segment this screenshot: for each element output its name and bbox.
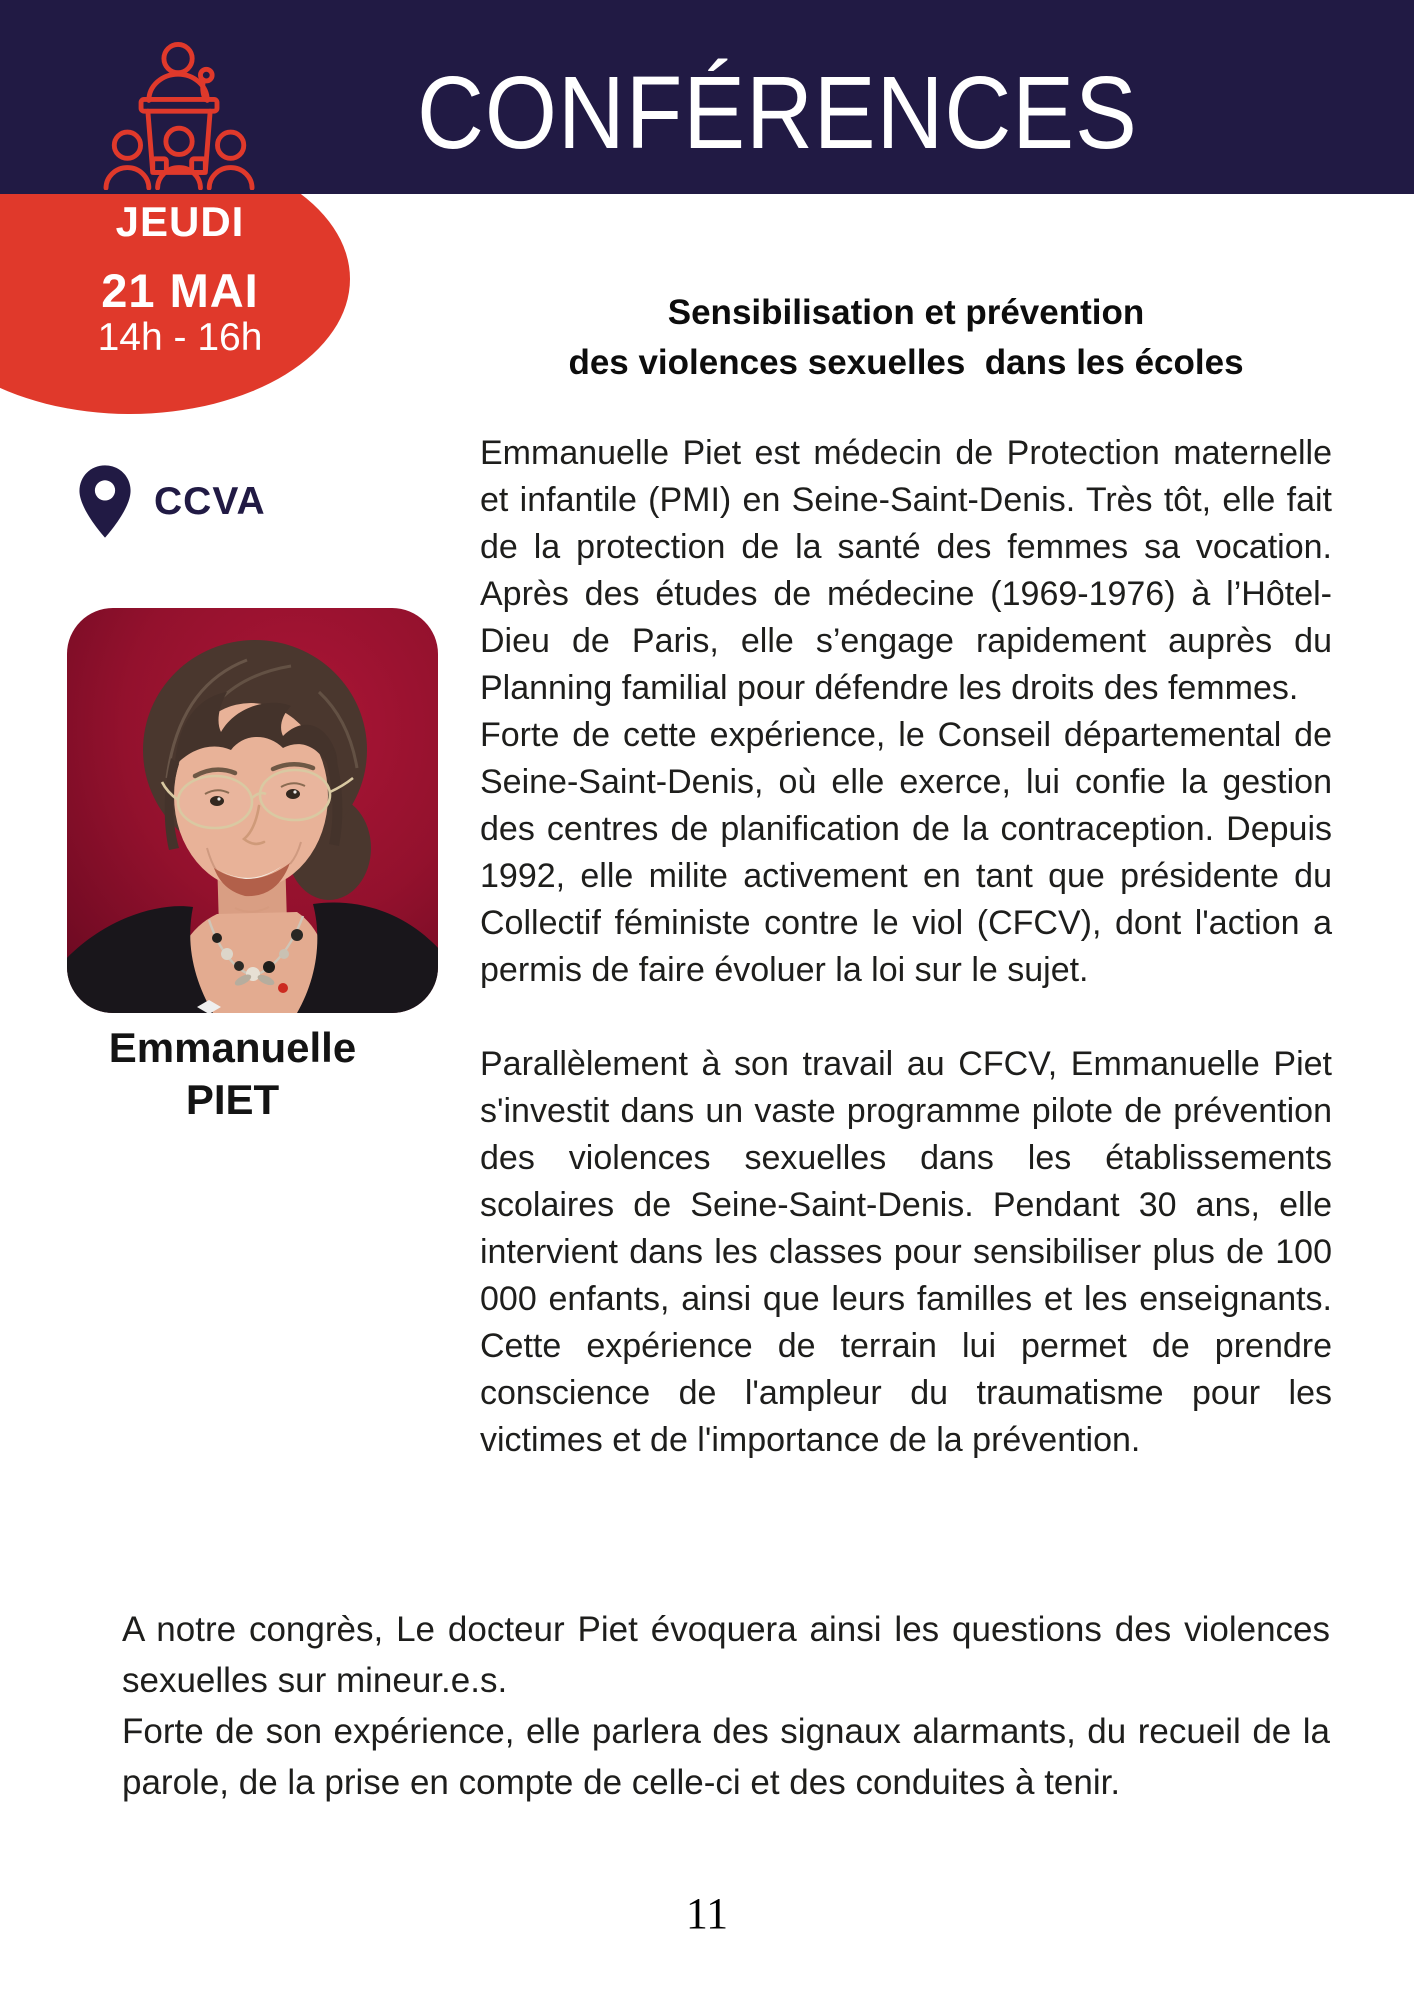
page-number: 11 xyxy=(685,1889,729,1938)
talk-title xyxy=(480,288,1332,388)
talk-title-line1: Sensibilisation et prévention xyxy=(667,293,1145,332)
bio-paragraph: Emmanuelle Piet est médecin de Protection maternelle et infantile (PMI) en Seine-Saint-Denis. Très tôt, elle fait de la protection de la santé des femmes sa vocation. Après des études de médecine (1969-1976) à l’Hôtel-Dieu de Paris, elle s’engage rapidement auprès du Planning familial pour défendre les droits des femmes. xyxy=(480,434,1332,707)
date-badge-text xyxy=(60,200,300,359)
location xyxy=(78,464,266,540)
event-date: 21 MAI xyxy=(101,264,259,317)
speaker-first-name: Emmanuelle xyxy=(108,1024,357,1071)
closing-text xyxy=(122,1604,1330,1808)
page-header xyxy=(0,0,1414,194)
speaker-photo xyxy=(67,608,438,1013)
closing-paragraph: A notre congrès, Le docteur Piet évoquera ainsi les questions des violences sexuelles sur mineur.e.s. xyxy=(122,1610,1330,1700)
speaker-biography xyxy=(480,430,1332,1464)
event-day: JEUDI xyxy=(115,198,245,245)
talk-title-line2: des violences sexuelles dans les écoles xyxy=(568,343,1244,382)
speaker-name xyxy=(47,1022,418,1126)
event-time: 14h - 16h xyxy=(97,316,263,359)
bio-paragraph: Parallèlement à son travail au CFCV, Emmanuelle Piet s'investit dans un vaste programme pilote de prévention des violences sexuelles dans les établissements scolaires de Seine-Saint-Denis. Pendant 30 ans, elle intervient dans les classes pour sensibiliser plus de 100 000 enfants, ainsi que leurs familles et les enseignants. Cette expérience de terrain lui permet de prendre conscience de l'ampleur du traumatisme pour les victimes et de l'importance de la prévention. xyxy=(480,1045,1332,1459)
location-label: CCVA xyxy=(154,480,266,523)
closing-paragraph: Forte de son expérience, elle parlera des signaux alarmants, du recueil de la parole, de la prise en compte de celle-ci et des conduites à tenir. xyxy=(122,1712,1330,1802)
speaker-last-name: PIET xyxy=(185,1076,280,1123)
location-pin-icon xyxy=(78,464,132,540)
bio-paragraph: Forte de cette expérience, le Conseil départemental de Seine-Saint-Denis, où elle exerce, lui confie la gestion des centres de planification de la contraception. Depuis 1992, elle milite activement en tant que présidente du Collectif féministe contre le viol (CFCV), dont l'action a permis de faire évoluer la loi sur le sujet. xyxy=(480,716,1332,989)
conference-speaker-podium-audience-icon xyxy=(102,42,258,190)
page-title: CONFÉRENCES xyxy=(417,55,1138,170)
